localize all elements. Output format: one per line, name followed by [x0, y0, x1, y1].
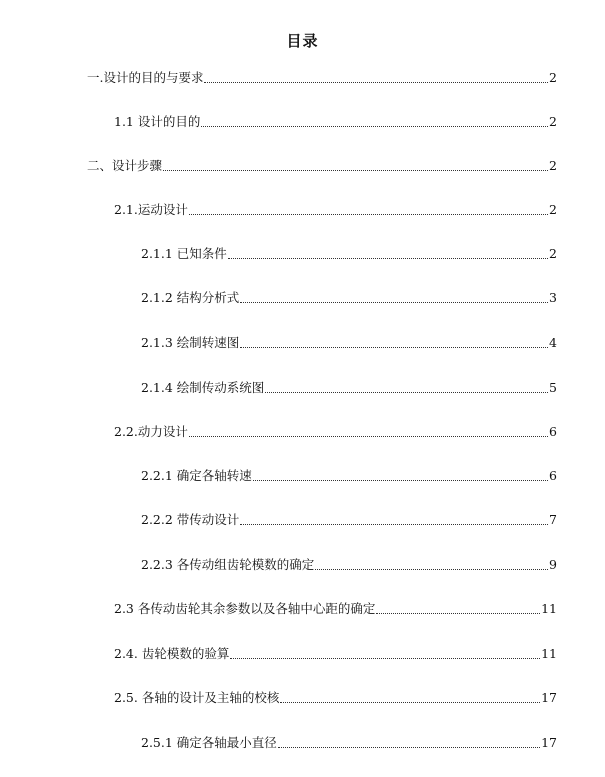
toc-entry-label: 2.2.动力设计	[114, 424, 188, 439]
toc-leader-dots	[240, 523, 548, 525]
toc-leader-dots	[189, 435, 548, 437]
toc-entry[interactable]	[141, 557, 557, 573]
toc-entry-label: 2.1.3 绘制转速图	[141, 335, 240, 350]
toc-entry[interactable]	[141, 380, 557, 396]
toc-entry[interactable]	[114, 690, 557, 706]
toc-entry-label: 一.设计的目的与要求	[87, 70, 204, 85]
toc-entry-label: 2.2.3 各传动组齿轮模数的确定	[141, 557, 315, 572]
toc-page-number: 3	[549, 290, 557, 305]
toc-leader-dots	[201, 125, 548, 127]
toc-entry-label: 2.2.2 带传动设计	[141, 512, 240, 527]
toc-title: 目录	[286, 32, 319, 50]
toc-entry[interactable]	[114, 114, 557, 130]
toc-entry[interactable]	[141, 468, 557, 484]
toc-entry[interactable]	[114, 601, 557, 617]
toc-entry-label: 2.3 各传动齿轮其余参数以及各轴中心距的确定	[114, 601, 376, 616]
toc-page-number: 7	[549, 512, 557, 527]
toc-entry[interactable]	[141, 290, 557, 306]
toc-entry-label: 2.1.2 结构分析式	[141, 290, 240, 305]
toc-leader-dots	[315, 568, 548, 570]
toc-leader-dots	[280, 701, 540, 703]
toc-entry[interactable]	[141, 735, 557, 751]
toc-leader-dots	[189, 213, 548, 215]
toc-leader-dots	[253, 479, 548, 481]
toc-entry-label: 2.4. 齿轮模数的验算	[114, 646, 230, 661]
toc-leader-dots	[240, 346, 548, 348]
toc-page-number: 5	[549, 380, 557, 395]
toc-entry-label: 1.1 设计的目的	[114, 114, 201, 129]
toc-entry-label: 2.2.1 确定各轴转速	[141, 468, 252, 483]
toc-page-number: 2	[549, 70, 557, 85]
toc-entry[interactable]	[141, 335, 557, 351]
toc-entry-label: 2.1.1 已知条件	[141, 246, 227, 261]
toc-page-number: 11	[541, 646, 557, 661]
toc-page-number: 17	[541, 735, 557, 750]
toc-page-number: 2	[549, 158, 557, 173]
toc-page-number: 2	[549, 202, 557, 217]
toc-page-number: 6	[549, 424, 557, 439]
toc-entry-label: 2.1.运动设计	[114, 202, 188, 217]
toc-page-number: 4	[549, 335, 557, 350]
toc-leader-dots	[163, 169, 548, 171]
toc-entry-label: 2.5.1 确定各轴最小直径	[141, 735, 277, 750]
toc-entry[interactable]	[114, 424, 557, 440]
toc-entry[interactable]	[141, 246, 557, 262]
toc-leader-dots	[204, 81, 548, 83]
toc-entry-label: 二、设计步骤	[87, 158, 163, 173]
toc-leader-dots	[376, 612, 540, 614]
toc-page-number: 2	[549, 246, 557, 261]
toc-leader-dots	[278, 746, 540, 748]
toc-entry-label: 2.1.4 绘制传动系统图	[141, 380, 265, 395]
toc-entry[interactable]	[114, 646, 557, 662]
toc-leader-dots	[240, 301, 548, 303]
toc-leader-dots	[228, 257, 548, 259]
toc-entry[interactable]	[141, 512, 557, 528]
toc-entry[interactable]	[87, 70, 557, 86]
toc-leader-dots	[230, 657, 540, 659]
toc-entry-label: 2.5. 各轴的设计及主轴的校核	[114, 690, 280, 705]
toc-leader-dots	[265, 391, 548, 393]
toc-entry[interactable]	[87, 158, 557, 174]
toc-page-number: 17	[541, 690, 557, 705]
toc-page-number: 2	[549, 114, 557, 129]
toc-page-number: 11	[541, 601, 557, 616]
toc-entry[interactable]	[114, 202, 557, 218]
toc-page-number: 9	[549, 557, 557, 572]
toc-page-number: 6	[549, 468, 557, 483]
